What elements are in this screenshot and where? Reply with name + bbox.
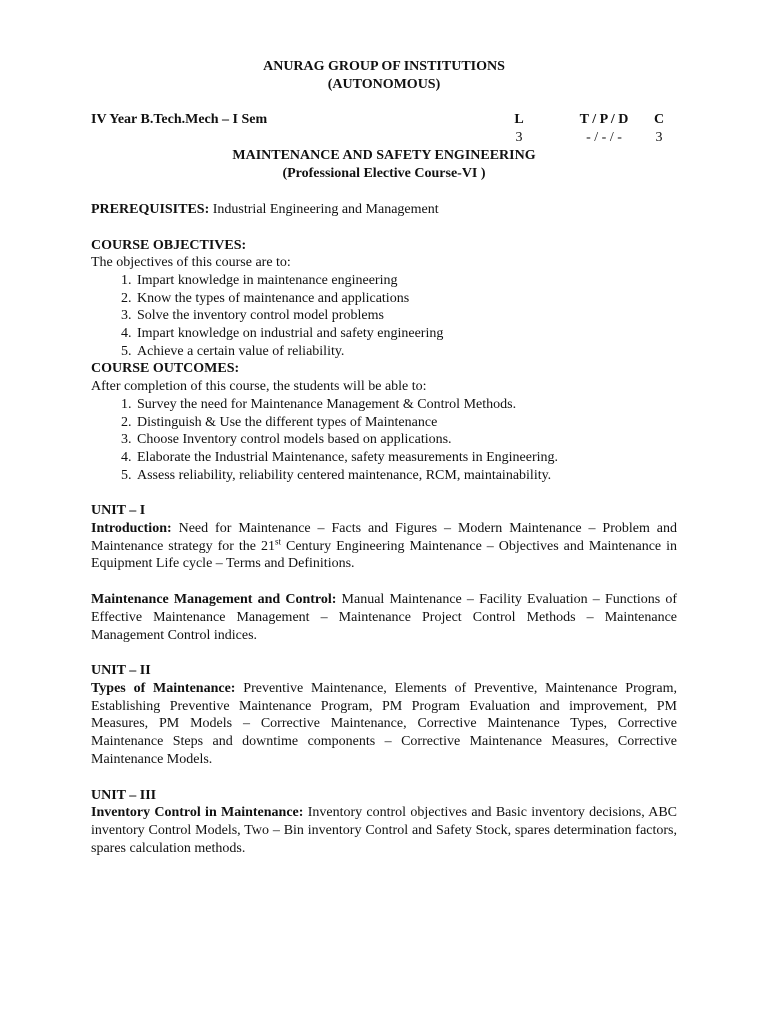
types-of-maintenance-text: Preventive Maintenance, Elements of Preventive, Maintenance Program, Establishing Preventive Maintenance Program, PM Program Evaluation and improvement, PM Measures, PM Models – Corrective Maintenance, Corrective Maintenance Types, Corrective Maintenance Steps and downtime components – Corrective Maintenance Measures, Corrective Maintenance Models. <box>91 680 678 767</box>
unit-2-heading: UNIT – II <box>91 663 151 679</box>
lecture-value: 3 <box>515 130 523 146</box>
tpd-value: - / - / - <box>586 130 622 146</box>
lecture-column <box>509 111 529 146</box>
institution-name: ANURAG GROUP OF INSTITUTIONS <box>263 59 505 74</box>
list-item: 1. Impart knowledge in maintenance engineering <box>135 272 677 290</box>
unit-1-introduction <box>91 520 677 573</box>
inventory-control-label: Inventory Control in Maintenance: <box>91 805 304 821</box>
inventory-control-text: Inventory control objectives and Basic inventory decisions, ABC inventory Control Models, Two – Bin inventory Control and Safety Stock, spares determination factors, spares calculation methods. <box>91 805 678 856</box>
prerequisites-text: Industrial Engineering and Management <box>209 201 439 217</box>
credits-column <box>647 111 671 146</box>
list-item: 2. Distinguish & Use the different types of Maintenance <box>135 414 677 432</box>
lecture-label: L <box>514 112 524 128</box>
list-item: 4. Impart knowledge on industrial and safety engineering <box>135 325 677 343</box>
list-item: 4. Elaborate the Industrial Maintenance, safety measurements in Engineering. <box>135 449 677 467</box>
objectives-intro: The objectives of this course are to: <box>91 255 291 271</box>
course-header-row <box>91 111 677 147</box>
maintenance-management-text: Manual Maintenance – Facility Evaluation – Functions of Effective Maintenance Management – Maintenance Project Control Methods – Maintenance Management Control indices. <box>91 592 677 643</box>
tpd-column <box>575 111 633 146</box>
objectives-heading: COURSE OBJECTIVES: <box>91 237 247 253</box>
introduction-text-b: Century Engineering Maintenance – Objectives and Maintenance in Equipment Life cycle – Terms and Definitions. <box>91 538 678 572</box>
unit-1-maintenance-management <box>91 591 677 644</box>
outcomes-intro: After completion of this course, the students will be able to: <box>91 379 427 395</box>
unit-1-heading: UNIT – I <box>91 503 146 519</box>
maintenance-management-label: Maintenance Management and Control: <box>91 592 337 608</box>
prerequisites <box>91 201 677 219</box>
course-type: (Professional Elective Course-VI ) <box>282 166 486 182</box>
prerequisites-label: PREREQUISITES: <box>91 201 210 217</box>
year-semester: IV Year B.Tech.Mech – I Sem <box>91 112 268 128</box>
list-item: 2. Know the types of maintenance and applications <box>135 290 677 308</box>
autonomous-label: (AUTONOMOUS) <box>327 76 441 92</box>
course-title: MAINTENANCE AND SAFETY ENGINEERING <box>232 148 536 164</box>
credits-value: 3 <box>655 130 663 146</box>
objectives-list <box>91 272 677 361</box>
list-item: 1. Survey the need for Maintenance Management & Control Methods. <box>135 396 677 414</box>
credits-label: C <box>653 112 665 128</box>
tpd-label: T / P / D <box>579 112 629 128</box>
document-page <box>91 58 677 857</box>
unit-3-heading: UNIT – III <box>91 787 157 803</box>
list-item: 5. Assess reliability, reliability centered maintenance, RCM, maintainability. <box>135 467 677 485</box>
list-item: 5. Achieve a certain value of reliability. <box>135 343 677 361</box>
list-item: 3. Choose Inventory control models based on applications. <box>135 431 677 449</box>
ordinal-suffix: st <box>275 536 282 547</box>
outcomes-heading: COURSE OUTCOMES: <box>91 361 240 377</box>
unit-2-types-of-maintenance <box>91 680 677 769</box>
list-item: 3. Solve the inventory control model problems <box>135 307 677 325</box>
types-of-maintenance-label: Types of Maintenance: <box>91 680 236 696</box>
introduction-text-a: Need for Maintenance – Facts and Figures – Modern Maintenance – Problem and Maintenance strategy for the 21 <box>91 521 677 554</box>
unit-3-inventory-control <box>91 804 677 857</box>
outcomes-list <box>91 396 677 485</box>
introduction-label: Introduction: <box>91 521 172 537</box>
